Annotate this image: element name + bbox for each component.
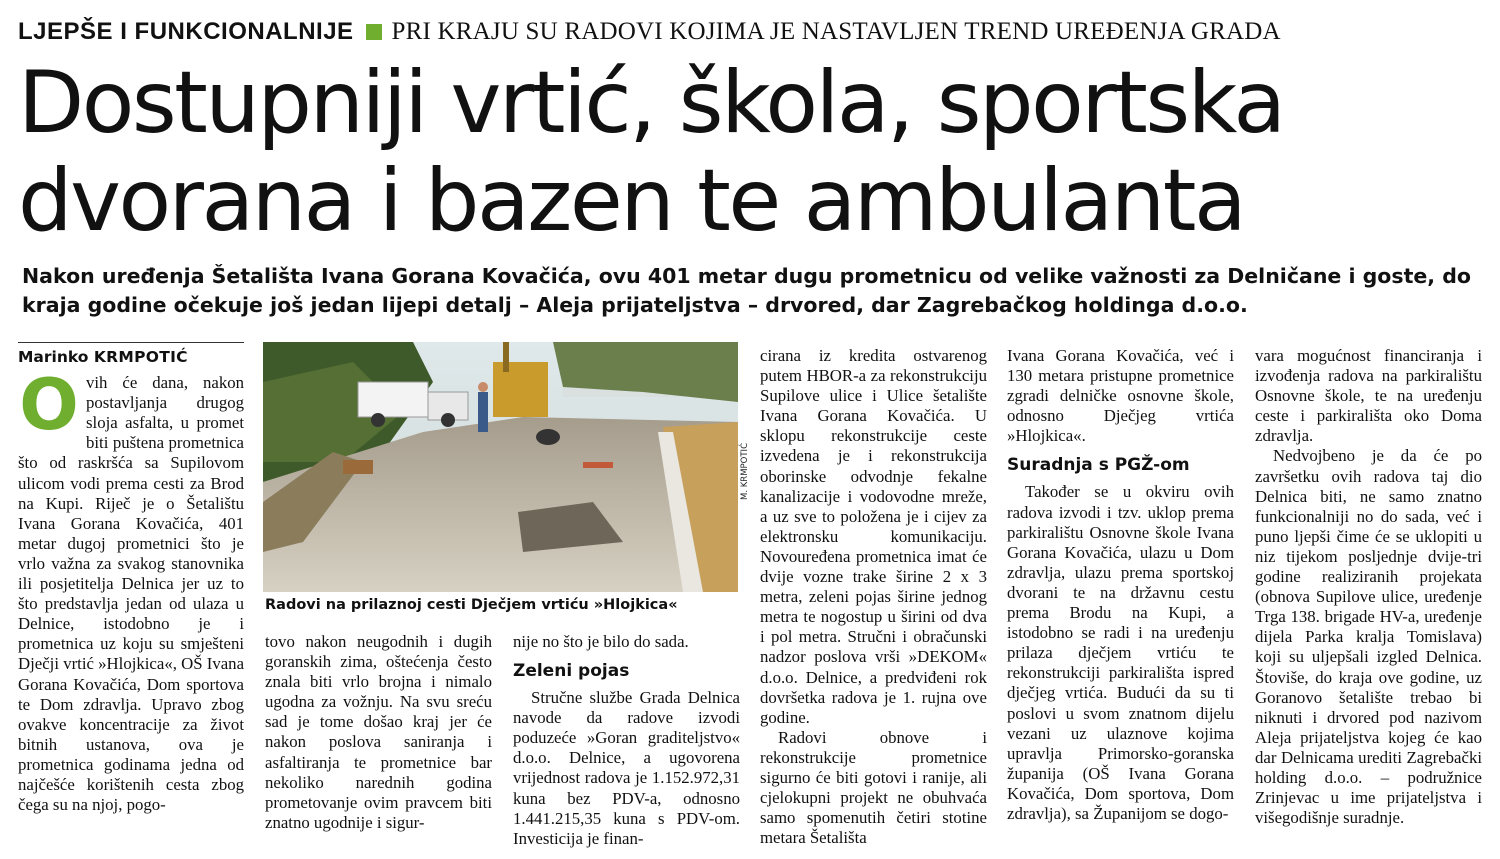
column-6: [1255, 346, 1482, 828]
subhead-suradnja: Suradnja s PGŽ-om: [1007, 455, 1190, 476]
col6-paragraph-2: Nedvojbeno je da će po završetku ovih radova taj dio Delnica biti, ne samo znatno funkcionalniji no do sada, već i puno ljepši čime će se uklopiti u niz tijekom posljednje dvije-tri godine realiziranih projekata (obnova Supilove ulice, uređenje Trga 138. brigade HV-a, uređenje dijela Parka kralja Tomislava) koji su uljepšali izgled Delnica. Štoviše, do kraja ove godine, uz Goranovo šetalište trebao bi niknuti i drvored pod nazivom Aleja prijateljstva kojeg će kao dar Delnicama urediti Zagrebački holding d.o.o. – podružnice Zrinjevac u ime prijateljstva i višegodišnje suradnje.: [1255, 446, 1482, 828]
column-2: [265, 632, 492, 833]
col4-paragraph-1: cirana iz kredita ostvarenog putem HBOR-a za rekonstrukciju Supilove ulice i Ulice šetalište Ivana Gorana Kovačića. U sklopu rekonstrukcije ceste izvedena je i rekonstrukcija oborinske odvodnje fekalne kanalizacije i vodovodne mreže, a uz sve to položena je i cijev za elektronsku komunikaciju. Novouređena prometnica imat će dvije vozne trake širine 2 x 3 metra, zeleni pojas širine jednog metra te nogostup u širini od dva i pol metra. Stručni i obračunski nadzor poslova vrši »DEKOM« d.o.o. Delnice, a predviđeni rok dovršetka radova je 1. rujna ove godine.: [760, 346, 987, 727]
col3-paragraph-1: nije no što je bilo do sada.: [513, 632, 689, 651]
photo: [263, 342, 738, 592]
kicker-text: PRI KRAJU SU RADOVI KOJIMA JE NASTAVLJEN TREND UREĐENJA GRADA: [391, 18, 1281, 45]
photo-credit: M. KRMPOTIĆ: [740, 442, 750, 500]
byline-first: Marinko: [18, 348, 89, 366]
kicker: [18, 18, 1488, 50]
column-4: [760, 346, 987, 848]
kicker-label: LJEPŠE I FUNKCIONALNIJE: [18, 18, 354, 45]
col3-paragraph-2: Stručne službe Grada Delnica navode da radove izvodi poduzeće »Goran graditeljstvo« d.o.o. Delnice, a ugovorena vrijednost radova je 1.152.972,31 kuna bez PDV-a, odnosno 1.441.215,35 kuna s PDV-om. Investicija je finan-: [513, 688, 740, 848]
col1-paragraph-1: vih će dana, nakon postavljanja drugog sloja asfalta, u promet biti puštena prometnica što od raskršća sa Supilovom ulicom vodi prema cesti za Brod na Kupi. Riječ je o Šetalištu Ivana Gorana Kovačića, 401 metar dugoj prometnici što je vrlo važna za svakog stanovnika ili posjetitelja Delnica jer uz to što predstavlja jedan od ulaza u Delnice, istodobno je i prometnica uz koju su smješteni Dječji vrtić »Hlojkica«, OŠ Ivana Gorana Kovačića, Dom sportova te Dom zdravlja. Upravo zbog ovakve koncentracije za život bitnih ustanova, ova je prometnica godinama jedna od najčešće korištenih cesta zbog čega su na njoj, pogo-: [18, 373, 245, 815]
column-5: [1007, 346, 1234, 824]
green-square-icon: [366, 24, 382, 40]
photo-construction-site-icon: [263, 342, 738, 592]
byline: [18, 342, 244, 367]
headline: [18, 54, 1488, 250]
headline-line-1: Dostupniji vrtić, škola, sportska: [18, 53, 1284, 153]
dropcap-icon: [18, 373, 80, 435]
byline-last: KRMPOTIĆ: [93, 348, 188, 366]
col5-paragraph-1: Ivana Gorana Kovačića, već i 130 metara pristupne prometnice zgradi delničke osnovne škole, odnosno Dječjeg vrtića »Hlojkica«.: [1007, 346, 1234, 446]
col2-paragraph-1: tovo nakon neugodnih i dugih goranskih zima, oštećenja često znala biti vrlo brojna i nimalo ugodna za vožnju. Na svu sreću sad je tome došao kraj jer će nakon poslova saniranja i asfaltiranja te prometnice bar nekoliko narednih godina prometovanje ovim pravcem biti znatno ugodnije i sigur-: [265, 632, 492, 832]
photo-caption: Radovi na prilaznoj cesti Dječjem vrtiću »Hlojkica«: [265, 597, 678, 613]
dropcap-letter: O: [19, 373, 79, 436]
deck: Nakon uređenja Šetališta Ivana Gorana Kovačića, ovu 401 metar dugu prometnicu od velike važnosti za Delničane i goste, do kraja godine očekuje još jedan lijepi detalj – Aleja prijateljstva – drvored, dar Zagrebačkog holdinga d.o.o.: [22, 264, 1471, 317]
subhead-zeleni-pojas: Zeleni pojas: [513, 661, 630, 682]
headline-line-2: dvorana i bazen te ambulanta: [18, 151, 1245, 251]
col6-paragraph-1: vara mogućnost financiranja i izvođenja radova na parkiralištu Osnovne škole, te na uređenju ceste i parkirališta oko Doma zdravlja.: [1255, 346, 1482, 446]
column-3: [513, 632, 740, 849]
col4-paragraph-2: Radovi obnove i rekonstrukcije prometnice sigurno će biti gotovi i ranije, ali cjelokupni projekt ne obuhvaća samo spomenutih četiri stotine metara Šetališta: [760, 727, 987, 848]
column-1: [18, 342, 244, 815]
col5-paragraph-2: Također se u okviru ovih radova izvodi i tzv. uklop prema parkiralištu Osnovne škole Ivana Gorana Kovačića, ulazu u Dom zdravlja, ulazu prema sportskoj dvorani te na državnu cestu prema Brodu na Kupi, a istodobno se radi i na uređenju prilaza dječjem vrtiću te rekonstrukciji parkirališta ispred dječjeg vrtića. Budući da su ti poslovi u svom znatnom dijelu vezani uz ulaznove kojima upravlja Primorsko-goranska županija (OŠ Ivana Gorana Kovačića, Dom sportova, Dom zdravlja), sa Županijom se dogo-: [1007, 482, 1234, 823]
